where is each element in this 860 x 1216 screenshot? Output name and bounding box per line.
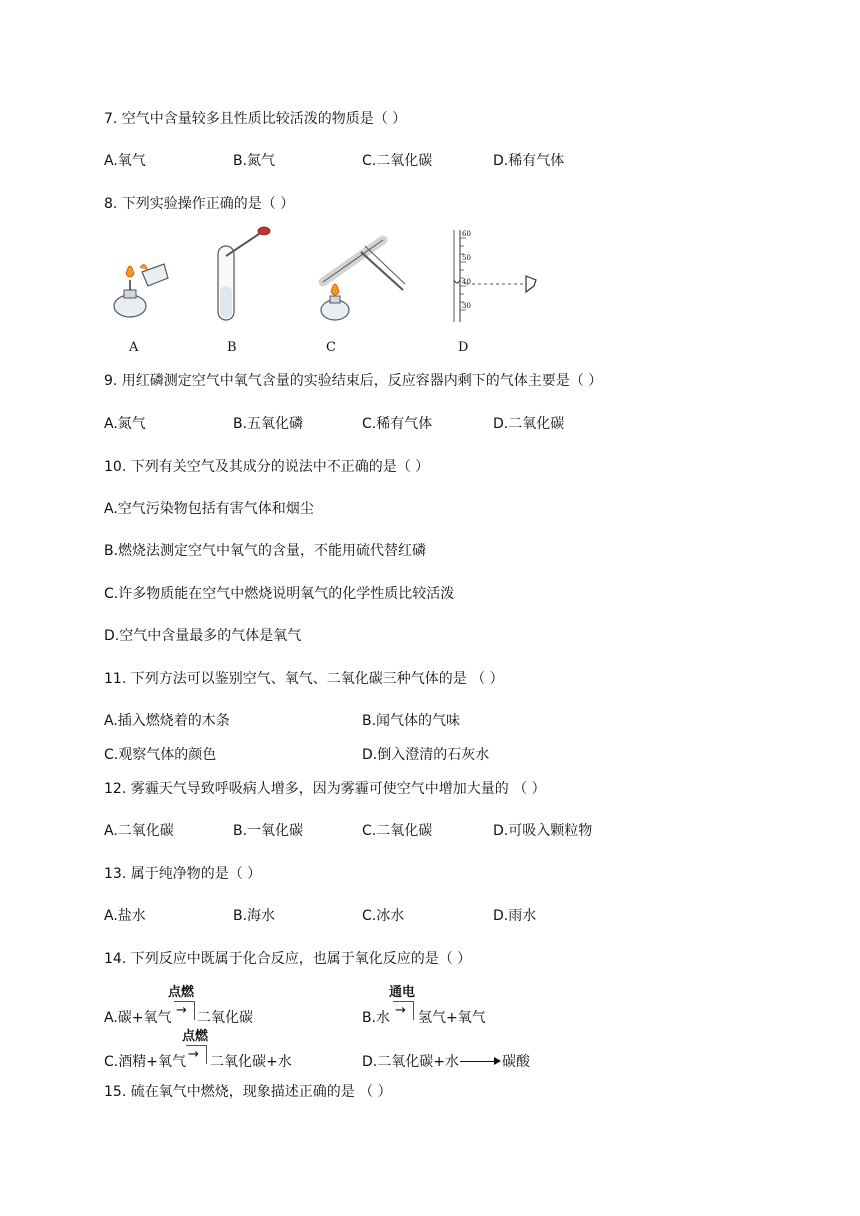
q9-option-a: A.氮气 — [104, 416, 146, 432]
q14-option-a-products: 二氧化碳 — [197, 1010, 253, 1026]
figure-a-lamp-lighting — [104, 244, 174, 324]
q11-stem: 11. 下列方法可以鉴别空气、氧气、二氧化碳三种气体的是 （ ） — [104, 671, 504, 687]
figure-c-heating-test-tube — [313, 230, 413, 326]
q13-option-b: B.海水 — [233, 908, 276, 924]
scale-tick-30: 30 — [462, 302, 471, 310]
q13-option-a: A.盐水 — [104, 908, 146, 924]
q10-stem: 10. 下列有关空气及其成分的说法中不正确的是（ ） — [104, 459, 430, 475]
q13-stem: 13. 属于纯净物的是（ ） — [104, 866, 262, 882]
q14-option-a-reactants: A.碳+氧气 — [104, 1010, 172, 1026]
figure-d-graduated-cylinder-reading — [446, 226, 556, 326]
q9-stem: 9. 用红磷测定空气中氧气含量的实验结束后，反应容器内剩下的气体主要是（ ） — [104, 373, 603, 389]
q10-option-d: D.空气中含量最多的气体是氧气 — [104, 628, 302, 644]
q14-option-b-arrow-icon: → — [395, 1003, 406, 1018]
q14-option-c-reactants: C.酒精+氧气 — [104, 1054, 186, 1070]
q12-option-d: D.可吸入颗粒物 — [493, 823, 593, 839]
q10-option-b: B.燃烧法测定空气中氧气的含量，不能用硫代替红磷 — [104, 543, 427, 559]
q14-option-a-condition: 点燃 — [168, 985, 195, 1000]
q12-option-b: B.一氧化碳 — [233, 823, 304, 839]
q14-option-c-condition: 点燃 — [182, 1029, 209, 1044]
scale-tick-40: 40 — [462, 278, 471, 286]
q13-option-c: C.冰水 — [362, 908, 405, 924]
q11-option-a: A.插入燃烧着的木条 — [104, 713, 230, 729]
figure-label-d: D — [458, 340, 469, 355]
q12-option-a: A.二氧化碳 — [104, 823, 174, 839]
q12-option-c: C.二氧化碳 — [362, 823, 433, 839]
q9-option-d: D.二氧化碳 — [493, 416, 565, 432]
q13-option-d: D.雨水 — [493, 908, 537, 924]
q14-option-c-arrow-icon: → — [188, 1047, 199, 1062]
q10-option-c: C.许多物质能在空气中燃烧说明氧气的化学性质比较活泼 — [104, 586, 455, 602]
figure-label-a: A — [129, 340, 139, 355]
q15-stem: 15. 硫在氧气中燃烧，现象描述正确的是 （ ） — [104, 1084, 392, 1100]
q12-stem: 12. 雾霾天气导致呼吸病人增多，因为雾霾可使空气中增加大量的 （ ） — [104, 781, 546, 797]
q8-stem: 8. 下列实验操作正确的是（ ） — [104, 196, 295, 212]
q14-option-a-arrow-icon: → — [176, 1003, 187, 1018]
q11-option-c: C.观察气体的颜色 — [104, 747, 217, 763]
scale-tick-50: 50 — [462, 254, 471, 262]
q7-option-c: C.二氧化碳 — [362, 153, 433, 169]
q7-option-a: A.氧气 — [104, 153, 146, 169]
q10-option-a: A.空气污染物包括有害气体和烟尘 — [104, 501, 314, 517]
figure-b-dropper-test-tube — [214, 226, 274, 326]
q14-option-d-reactants: D.二氧化碳+水 — [362, 1054, 459, 1070]
figure-label-b: B — [227, 340, 237, 355]
q14-option-b-products: 氢气+氧气 — [418, 1010, 486, 1026]
q7-stem: 7. 空气中含量较多且性质比较活泼的物质是（ ） — [104, 111, 407, 127]
figure-label-c: C — [326, 340, 336, 355]
q7-option-b: B.氮气 — [233, 153, 276, 169]
q7-option-d: D.稀有气体 — [493, 153, 565, 169]
q14-option-b-reactants: B.水 — [362, 1010, 391, 1026]
q14-option-d-arrowhead-icon — [494, 1057, 501, 1065]
q11-option-b: B.闻气体的气味 — [362, 713, 461, 729]
q14-stem: 14. 下列反应中既属于化合反应，也属于氧化反应的是（ ） — [104, 951, 472, 967]
q9-option-b: B.五氧化磷 — [233, 416, 304, 432]
q11-option-d: D.倒入澄清的石灰水 — [362, 747, 490, 763]
scale-tick-60: 60 — [462, 230, 471, 238]
q14-option-d-products: 碳酸 — [502, 1054, 530, 1070]
q14-option-b-condition: 通电 — [389, 985, 416, 1000]
q9-option-c: C.稀有气体 — [362, 416, 433, 432]
q14-option-c-products: 二氧化碳+水 — [210, 1054, 292, 1070]
q14-option-d-long-arrow-icon — [460, 1061, 498, 1062]
